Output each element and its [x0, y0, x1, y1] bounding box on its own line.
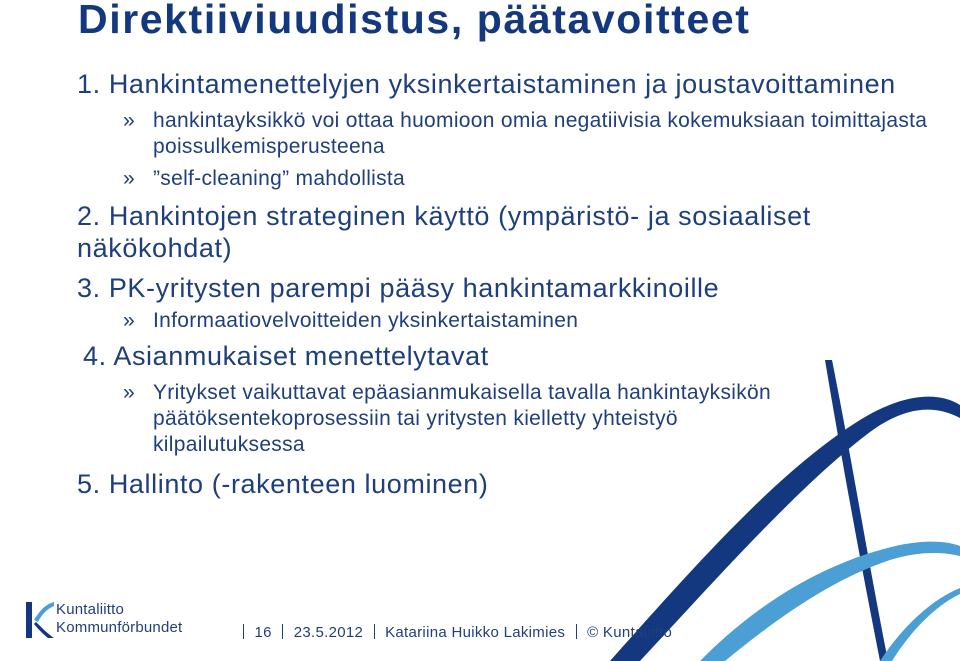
blue-swoosh-thin [880, 588, 960, 661]
logo-line-1: Kuntaliitto [56, 601, 125, 618]
logo-k-shape [26, 602, 32, 638]
heading-item-2: 2. Hankintojen strateginen käyttö (ympäristö- ja sosiaaliset näkökohdat) [77, 201, 811, 263]
footer-divider [576, 624, 577, 639]
bullet-mark: » [123, 167, 135, 190]
footer-page-number: 16 [254, 624, 272, 641]
footer-divider [243, 624, 244, 639]
footer-copyright: © Kuntaliitto [587, 624, 673, 641]
heading-item-3: 3. PK-yritysten parempi pääsy hankintamarkkinoille [77, 273, 720, 303]
slide-footer [237, 623, 672, 643]
heading-item-1: 1. Hankintamenettelyjen yksinkertaistaminen ja joustavoittaminen [77, 69, 896, 99]
bullet-mark: » [123, 309, 135, 332]
logo-navy-stroke [34, 622, 54, 638]
heading-item-4: 4. Asianmukaiset menettelytavat [83, 341, 489, 371]
footer-date: 23.5.2012 [293, 624, 364, 641]
sub-item-1-1 [123, 108, 937, 160]
bullet-mark: » [123, 109, 135, 132]
slide-title: Direktiiviuudistus, päätavoitteet [78, 0, 751, 42]
sub-item-3-1 [123, 308, 937, 334]
footer-author: Katariina Huikko Lakimies [385, 624, 566, 641]
bullet-mark: » [123, 381, 135, 404]
heading-item-5: 5. Hallinto (-rakenteen luominen) [77, 469, 489, 499]
sub-item-text: Informaatiovelvoitteiden yksinkertaistaminen [153, 309, 579, 332]
footer-divider [282, 624, 283, 639]
kuntaliitto-logo-text [56, 601, 182, 637]
sub-item-1-2 [123, 166, 937, 192]
logo-line-2: Kommunförbundet [56, 619, 183, 636]
blue-swoosh-curve [700, 542, 960, 661]
footer-divider [374, 624, 375, 639]
sub-item-4-1 [123, 380, 823, 458]
logo-blue-stroke [34, 602, 54, 622]
sub-item-text: hankintayksikkö voi ottaa huomioon omia negatiivisia kokemuksiaan toimittajasta poissulkemisperusteena [153, 109, 928, 158]
slide-content [77, 68, 937, 500]
sub-item-text: Yritykset vaikuttavat epäasianmukaisella tavalla hankintayksikön päätöksentekoprosessiin tai yritysten kielletty yhteistyö kilpailutuksessa [153, 381, 772, 456]
sub-item-text: ”self-cleaning” mahdollista [153, 167, 406, 190]
